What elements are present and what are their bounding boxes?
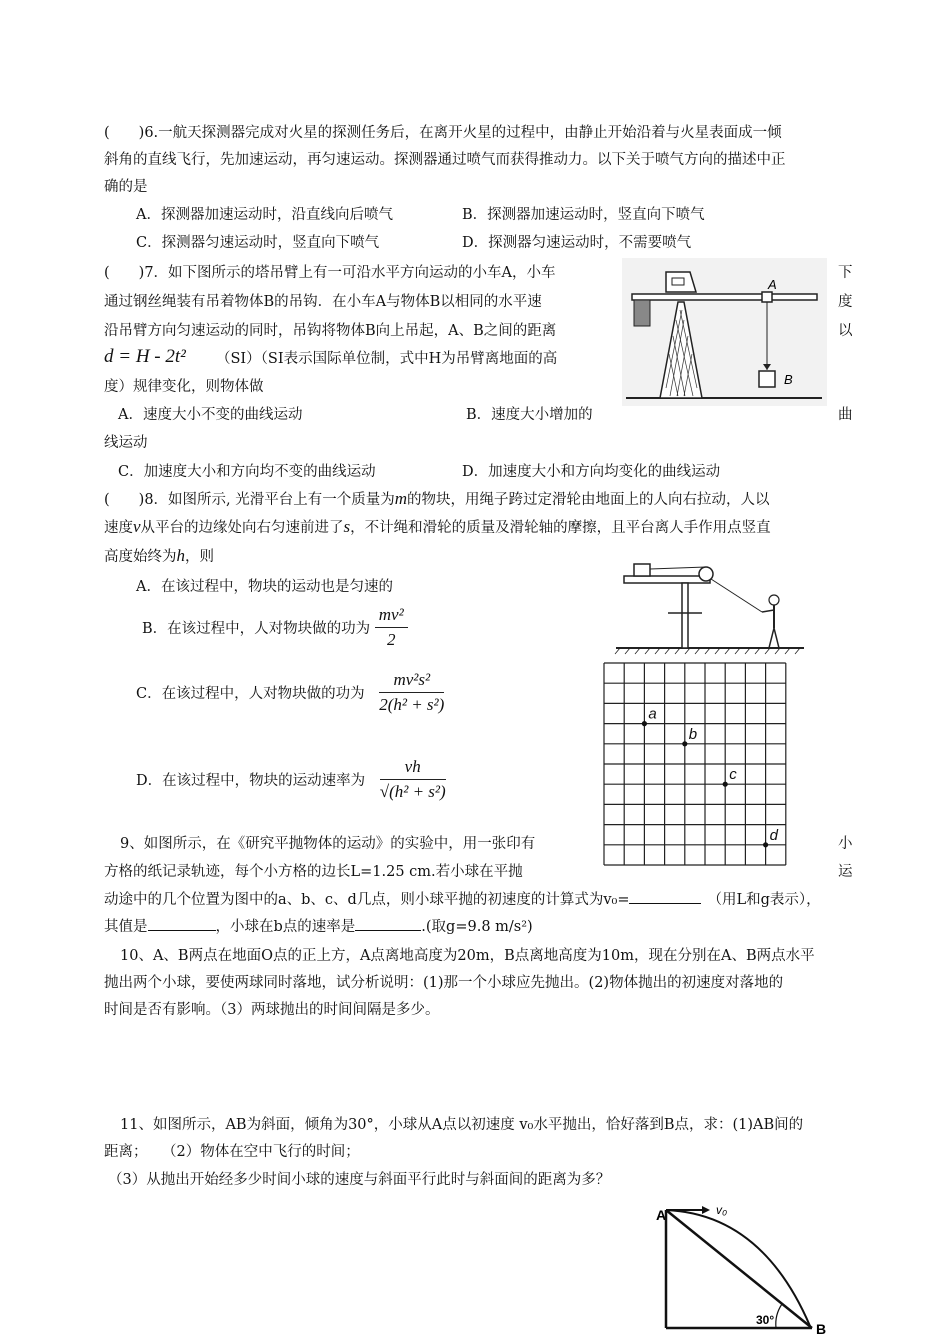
incline-figure [652, 1198, 832, 1340]
q8-option-a: A．在该过程中，物块的运动也是匀速的 [136, 579, 393, 595]
q6-line2: 斜角的直线飞行，先加速运动，再匀速运动。探测器通过喷气而获得推动力。以下关于喷气方向的描述中正 [104, 152, 786, 168]
q8-option-b: B．在该过程中，人对物块做的功为 $\frac{\text{mv²}}{2}$ [142, 605, 408, 650]
q7-option-b: B．速度大小增加的 [466, 407, 593, 423]
q10-line3: 时间是否有影响。（3）两球抛出的时间间隔是多少。 [104, 1002, 440, 1018]
q7-line3-end: 以 [838, 323, 853, 339]
q8-line3: 高度始终为h，则 [104, 546, 214, 565]
q7-option-b-cont: 线运动 [104, 435, 148, 451]
q8-var-h: h [176, 546, 185, 565]
q11-line1: 11、如图所示，AB为斜面，倾角为30°，小球从A点以初速度 v₀水平抛出，恰好落到B点，求：(1)AB间的 [120, 1117, 804, 1133]
grid-point-c [723, 782, 728, 787]
q6-option-c: C．探测器匀速运动时，竖直向下喷气 [136, 235, 380, 251]
q7-option-c: C．加速度大小和方向均不变的曲线运动 [118, 464, 376, 480]
q7-line5: 度）规律变化，则物体做 [104, 379, 264, 395]
q8-var-v: v [133, 517, 141, 536]
grid-point-b [682, 741, 687, 746]
q8-var-s: s [343, 517, 351, 536]
value-answer-blank[interactable] [148, 916, 216, 931]
q7-line3: 沿吊臂方向匀速运动的同时，吊钩将物体B向上吊起，A、B之间的距离 [104, 323, 557, 339]
grid-point-d [763, 842, 768, 847]
grid-label-b: b [688, 725, 698, 743]
crane-label-b: B [784, 372, 793, 387]
q10-line2: 抛出两个小球，要使两球同时落地，试分析说明：(1)那一个小球应先抛出。(2)物体抛出的初速度对落地的 [104, 975, 784, 991]
grid-label-c: c [729, 766, 737, 784]
q9-line1-end: 小 [838, 836, 853, 852]
q8-option-c: C．在该过程中，人对物块做的功为 $\frac{\text{mv²s²}}{\text{2(h² + s²)}}$ [136, 670, 445, 714]
q6-option-d: D．探测器匀速运动时，不需要喷气 [462, 235, 692, 251]
q7-line2-end: 度 [838, 294, 853, 310]
q8-var-m: m [394, 489, 408, 508]
grid-label-a: a [648, 705, 657, 723]
q8-line2: 速度v从平台的边缘处向右匀速前进了s，不计绳和滑轮的质量及滑轮轴的摩擦，且平台离人手作用点竖直 [104, 517, 771, 536]
q9-line3: 动途中的几个位置为图中的a、b、c、d几点，则小球平抛的初速度的计算式为v₀= （用L和g表示）， [104, 889, 821, 910]
q8-option-d: D．在该过程中，物块的运动速率为 $\frac{vh}{\text{√(h² + s²)}}$ [136, 757, 446, 801]
incline-label-a: A [656, 1207, 667, 1223]
q9-line2-end: 运 [838, 864, 853, 880]
incline-label-angle: 30° [756, 1313, 775, 1327]
q7-formula: d = H - 2t² [104, 346, 186, 367]
q6-line1: ( )6.一航天探测器完成对火星的探测任务后，在离开火星的过程中，由静止开始沿着与火星表面成一倾 [104, 125, 782, 141]
q7-line4: （SI）（SI表示国际单位制，式中H为吊臂离地面的高 [216, 351, 558, 367]
q7-option-b-end: 曲 [838, 407, 853, 423]
q6-option-a: A．探测器加速运动时，沿直线向后喷气 [136, 207, 393, 223]
q6-line3: 确的是 [104, 179, 148, 195]
grid-label-d: d [769, 826, 778, 844]
b-speed-answer-blank[interactable] [355, 916, 421, 931]
incline-label-v0: v₀ [716, 1203, 728, 1217]
crane-figure [622, 258, 827, 410]
q8-line1: ( )8．如图所示, 光滑平台上有一个质量为m的物块，用绳子跨过定滑轮由地面上的人向右拉动，人以 [104, 489, 770, 508]
q7-line1: ( )7．如下图所示的塔吊臂上有一可沿水平方向运动的小车A，小车 [104, 265, 556, 281]
q9-line1: 9、如图所示，在《研究平抛物体的运动》的实验中，用一张印有 [120, 836, 536, 852]
incline-label-b: B [816, 1321, 827, 1336]
pulley-figure [612, 548, 812, 662]
q7-line2: 通过钢丝绳装有吊着物体B的吊钩．在小车A与物体B以相同的水平速 [104, 294, 542, 310]
q7-option-d: D．加速度大小和方向均变化的曲线运动 [462, 464, 721, 480]
grid-figure [603, 662, 803, 878]
q7-line1-end: 下 [838, 265, 853, 281]
q9-line4: 其值是 ，小球在b点的速率是 .(取g=9.8 m/s²) [104, 916, 533, 937]
v0-answer-blank[interactable] [629, 889, 701, 904]
q9-line2: 方格的纸记录轨迹，每个小方格的边长L=1.25 cm.若小球在平抛 [104, 864, 523, 880]
q7-option-a: A．速度大小不变的曲线运动 [118, 407, 303, 423]
q6-option-b: B．探测器加速运动时，竖直向下喷气 [462, 207, 705, 223]
grid-point-a [642, 721, 647, 726]
q10-line1: 10、A、B两点在地面O点的正上方，A点离地高度为20m，B点离地高度为10m，现在分别在A、B两点水平 [120, 948, 815, 964]
q11-line2: 距离； （2）物体在空中飞行的时间； [104, 1144, 360, 1160]
q11-line3: （3）从抛出开始经多少时间小球的速度与斜面平行此时与斜面间的距离为多？ [108, 1172, 611, 1188]
crane-label-a: A [768, 277, 777, 292]
